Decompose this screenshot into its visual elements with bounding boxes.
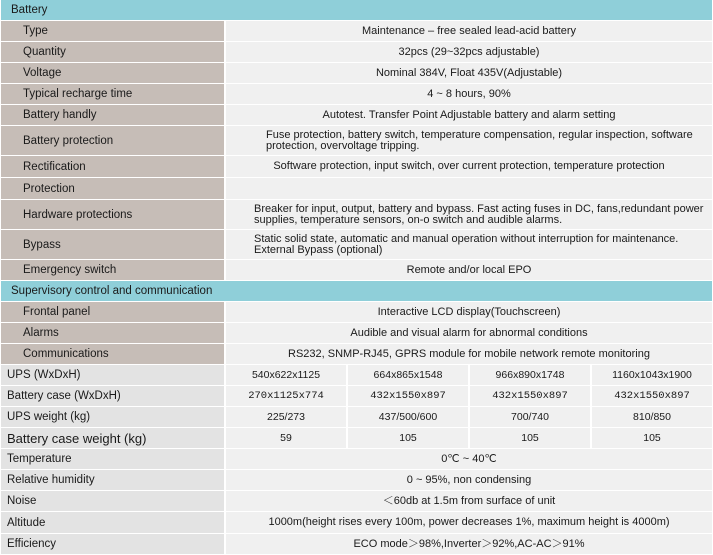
row-value: 0 ~ 95%, non condensing <box>226 470 712 490</box>
row-value: 0℃ ~ 40℃ <box>226 449 712 469</box>
row-ups-weight <box>1 407 712 428</box>
model-cell: 437/500/600 <box>348 407 470 427</box>
row-hardware-protections <box>1 200 712 230</box>
row-label: Type <box>1 21 226 41</box>
row-label: Noise <box>1 491 226 511</box>
row-label: Quantity <box>1 42 226 62</box>
row-label: UPS weight (kg) <box>1 407 226 427</box>
row-value: 1000m(height rises every 100m, power decreases 1%, maximum height is 4000m) <box>226 512 712 533</box>
spec-table <box>1 0 712 555</box>
model-cell: 700/740 <box>470 407 592 427</box>
row-battery-protection <box>1 126 712 156</box>
model-cell: 59 <box>226 428 348 448</box>
model-cell: 270x1125x774 <box>226 386 348 406</box>
row-battery-handly <box>1 105 712 126</box>
model-cell: 664x865x1548 <box>348 365 470 385</box>
row-value: Remote and/or local EPO <box>226 260 712 280</box>
row-bypass <box>1 230 712 260</box>
row-label: Typical recharge time <box>1 84 226 104</box>
row-battery-case-dimensions <box>1 386 712 407</box>
row-value: Breaker for input, output, battery and bypass. Fast acting fuses in DC, fans,redundant power supplies, temperature sensors, on-o switch and audible alarms. <box>226 200 712 229</box>
row-label: Relative humidity <box>1 470 226 490</box>
row-noise <box>1 491 712 512</box>
row-value: Fuse protection, battery switch, temperature compensation, regular inspection, software protection, overvoltage tripping. <box>226 126 712 155</box>
row-rectification <box>1 156 712 178</box>
row-label: Battery protection <box>1 126 226 155</box>
row-value: 32pcs (29~32pcs adjustable) <box>226 42 712 62</box>
row-label: Battery handly <box>1 105 226 125</box>
model-cell: 432x1550x897 <box>348 386 470 406</box>
row-alarms <box>1 323 712 344</box>
model-cell: 432x1550x897 <box>592 386 712 406</box>
row-label: Frontal panel <box>1 302 226 322</box>
row-recharge-time <box>1 84 712 105</box>
row-value: Audible and visual alarm for abnormal conditions <box>226 323 712 343</box>
model-cell: 105 <box>470 428 592 448</box>
row-protection <box>1 178 712 200</box>
row-label: Communications <box>1 344 226 364</box>
row-label: Emergency switch <box>1 260 226 280</box>
row-value <box>226 178 712 199</box>
row-value: 4 ~ 8 hours, 90% <box>226 84 712 104</box>
row-label: Battery case (WxDxH) <box>1 386 226 406</box>
model-cell: 225/273 <box>226 407 348 427</box>
row-ups-dimensions <box>1 365 712 386</box>
row-battery-case-weight <box>1 428 712 449</box>
model-cell: 105 <box>592 428 712 448</box>
row-value: ECO mode＞98%,Inverter＞92%,AC-AC＞91% <box>226 534 712 554</box>
section-header-battery <box>1 0 712 21</box>
row-efficiency <box>1 534 712 555</box>
model-cell: 432x1550x897 <box>470 386 592 406</box>
model-cell: 105 <box>348 428 470 448</box>
row-frontal-panel <box>1 302 712 323</box>
row-value: RS232, SNMP-RJ45, GPRS module for mobile network remote monitoring <box>226 344 712 364</box>
row-label: UPS (WxDxH) <box>1 365 226 385</box>
section-title: Supervisory control and communication <box>1 281 226 301</box>
row-value: Autotest. Transfer Point Adjustable battery and alarm setting <box>226 105 712 125</box>
row-voltage <box>1 63 712 84</box>
row-label: Rectification <box>1 156 226 177</box>
row-label: Hardware protections <box>1 200 226 229</box>
row-emergency-switch <box>1 260 712 281</box>
row-label: Voltage <box>1 63 226 83</box>
row-value: Software protection, input switch, over current protection, temperature protection <box>226 156 712 177</box>
row-type <box>1 21 712 42</box>
row-value: Interactive LCD display(Touchscreen) <box>226 302 712 322</box>
row-label: Efficiency <box>1 534 226 554</box>
row-label: Protection <box>1 178 226 199</box>
row-value: ＜60db at 1.5m from surface of unit <box>226 491 712 511</box>
section-title: Battery <box>1 0 226 20</box>
model-cell: 540x622x1125 <box>226 365 348 385</box>
row-temperature <box>1 449 712 470</box>
section-header-supervisory <box>1 281 712 302</box>
row-label: Altitude <box>1 512 226 533</box>
row-communications <box>1 344 712 365</box>
model-cell: 810/850 <box>592 407 712 427</box>
row-relative-humidity <box>1 470 712 491</box>
row-label: Alarms <box>1 323 226 343</box>
row-label: Temperature <box>1 449 226 469</box>
model-cell: 966x890x1748 <box>470 365 592 385</box>
row-altitude <box>1 512 712 534</box>
row-value: Nominal 384V, Float 435V(Adjustable) <box>226 63 712 83</box>
row-value: Static solid state, automatic and manual operation without interruption for maintenance. External Bypass (optional) <box>226 230 712 259</box>
row-value: Maintenance – free sealed lead-acid battery <box>226 21 712 41</box>
row-quantity <box>1 42 712 63</box>
row-label: Bypass <box>1 230 226 259</box>
model-cell: 1160x1043x1900 <box>592 365 712 385</box>
row-label: Battery case weight (kg) <box>1 428 226 448</box>
